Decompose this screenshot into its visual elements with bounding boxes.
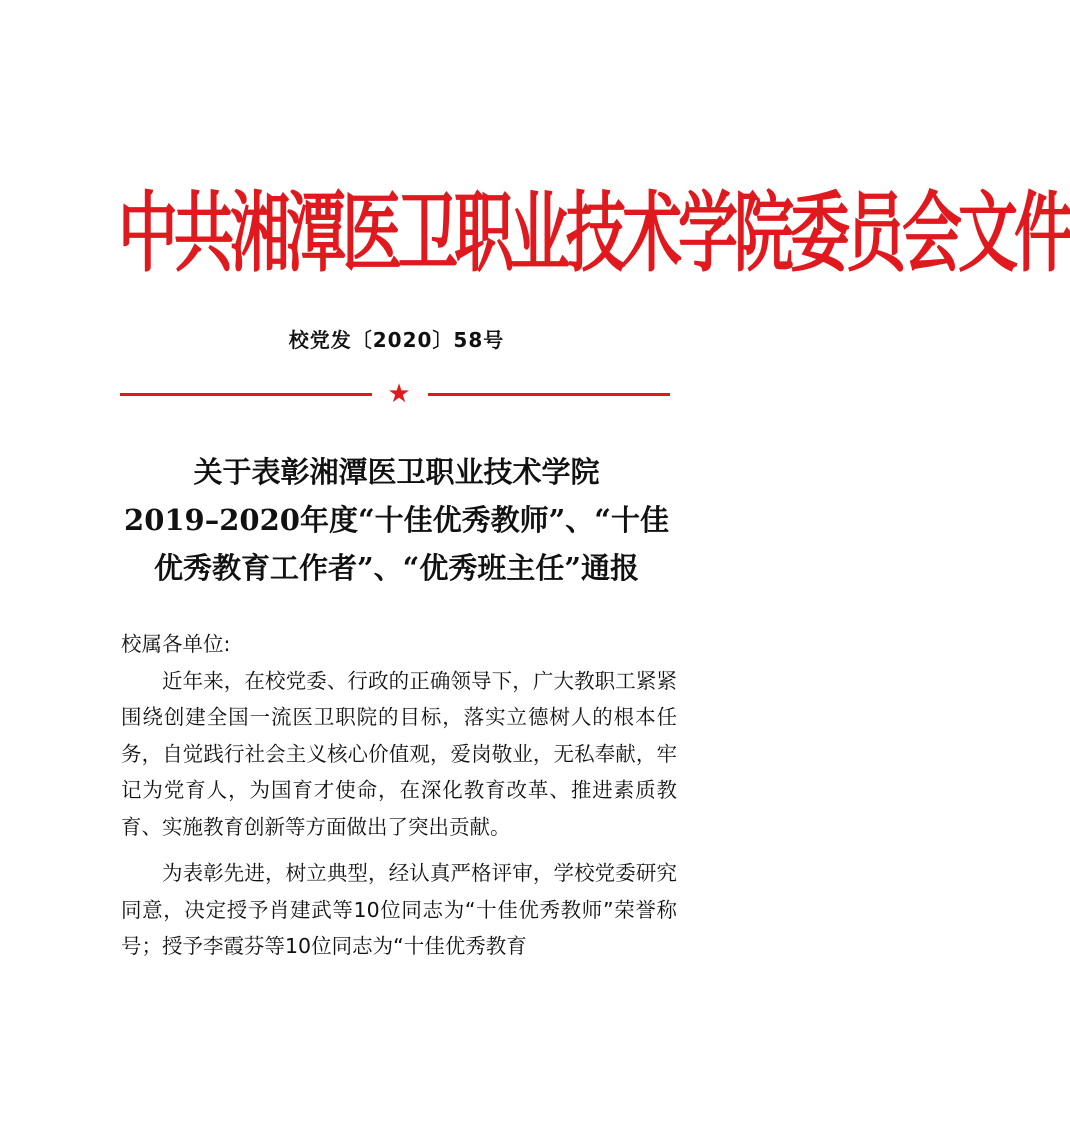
document-number: 校党发〔2020〕58号	[288, 328, 505, 352]
body-paragraph: 近年来，在校党委、行政的正确领导下，广大教职工紧紧围绕创建全国一流医卫职院的目标，落实立德树人的根本任务，自觉践行社会主义核心价值观，爱岗敬业，无私奉献，牢记为党育人，为国育才使命，在深化教育改革、推进素质教育、实施教育创新等方面做出了突出贡献。	[121, 668, 677, 839]
red-divider-right	[428, 393, 670, 396]
notice-title-line: 关于表彰湘潭医卫职业技术学院	[193, 455, 600, 489]
star-icon: ★	[387, 379, 411, 409]
notice-title	[100, 448, 693, 592]
body-paragraph: 为表彰先进，树立典型，经认真严格评审，学校党委研究同意，决定授予肖建武等10位同志为“十佳优秀教师”荣誉称号；授予李霞芬等10位同志为“十佳优秀教育	[121, 861, 677, 958]
notice-title-line: 2019–2020年度“十佳优秀教师”、“十佳	[124, 503, 669, 537]
notice-title-line: 优秀教育工作者”、“优秀班主任”通报	[153, 551, 640, 585]
red-divider-left	[120, 393, 372, 396]
salutation: 校属各单位:	[121, 632, 231, 656]
red-header-title: 中共湘潭医卫职业技术学院委员会文件	[118, 183, 1070, 285]
document-body	[121, 626, 677, 965]
